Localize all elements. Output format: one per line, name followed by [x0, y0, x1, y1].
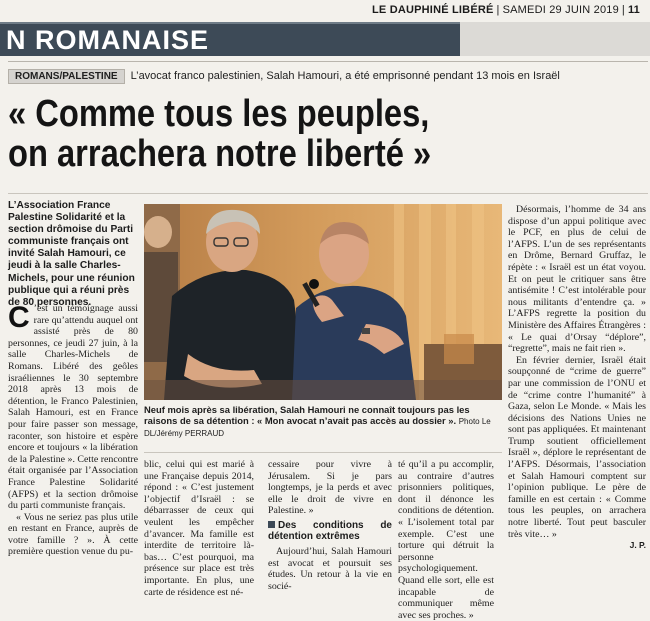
paragraph: Aujourd’hui, Salah Hamouri est avocat et poursuit ses études. Un retour à la vie en socié-: [268, 545, 392, 592]
masthead: [372, 4, 640, 16]
kicker-row: [8, 67, 560, 83]
paragraph: En février dernier, Israël était soupçonné de “crime de guerre” par une commission de l’ONU et de “crime contre l’humanité” à Gaza, selon Le Monde. « Mais les décisions des Nations Unies ne sont pas appliquées. Et maintenant Trump soutient officiellement Israël », déplore le représentant de l’AFPS. Désormais, l’association et Salah Hamouri comptent sur l’opinion publique. Le père de famille en est certain : « Comme tous les peuples, on arrachera notre liberté. Tout peut basculer très vite… »: [508, 354, 646, 540]
divider: [8, 61, 648, 62]
article-column-4: [398, 459, 494, 621]
article-photo: [144, 204, 502, 400]
separator: |: [621, 4, 625, 16]
divider: [144, 452, 502, 453]
drop-cap: C: [8, 301, 30, 334]
headline-line-1: « Comme tous les peuples,: [8, 93, 430, 135]
headline: [8, 94, 555, 174]
article-column-3: [268, 459, 392, 592]
headline-line-2: on arrachera notre liberté »: [8, 133, 432, 175]
section-band: [0, 22, 460, 56]
caption-text: Neuf mois après sa libération, Salah Hamouri ne connaît toujours pas les raisons de sa détention : « Mon avocat n’avait pas accès au dossier ».: [144, 404, 470, 427]
paragraph: « Vous ne seriez pas plus utile en restant en France, auprès de votre famille ? ». À cette première question venue du pu-: [8, 511, 138, 558]
kicker-text: L’avocat franco palestinien, Salah Hamouri, a été emprisonné pendant 13 mois en Israël: [130, 70, 560, 83]
square-bullet-icon: [268, 521, 275, 528]
paragraph: cessaire pour vivre à Jérusalem. Si je pars longtemps, je la perds et avec elle le droit de vivre en Palestine. »: [268, 459, 392, 517]
subheading: [268, 520, 392, 543]
paragraph: ’est un témoignage aussi rare qu’attendu auquel ont assisté près de 80 personnes, ce jeudi 27 juin, à la salle Charles-Michels de Romans. Libéré des geôles israéliennes le 30 septembre 2018 après 13 mois de détention, le Franco Palestinien, Salah Hamouri, est en France pour faire passer son message, raconter, son histoire et espère encore et toujours « la libération de la Palestine ». Cette rencontre était organisée par l’Association France Palestine Solidarité (AFPS) et la section drômoise du parti communiste français.: [8, 303, 138, 512]
author-signature: J. P.: [629, 540, 646, 551]
paragraph: Désormais, l’homme de 34 ans dispose d’un appui politique avec le PCF, en plus de celui de l’AFPS. L’un de ses représentants en Drôme, Bernard Gruffaz, le répète : « Israël est un état voyou. Et on peut le critiquer sans être antisémite ! C’est intolérable pour nous militants d’entendre ça. » L’AFPS regrette la position du Ministère des Affaires Étrangères : « Le quai d’Orsay “déplore”, “regrette”, mais ne fait rien ».: [508, 204, 646, 355]
article-column-5: [508, 204, 646, 552]
page-header: [0, 4, 650, 20]
subheading-text: Des conditions de détention extrêmes: [268, 519, 392, 543]
section-title: N ROMANAISE: [6, 25, 210, 55]
article-intro: L’Association France Palestine Solidarité et la section drômoise du Parti communiste français ont invité Salah Hamouri, ce jeudi à la salle Charles-Michels, pour une réunion publique qui a réuni près de 80 personnes.: [8, 200, 135, 308]
paragraph: blic, celui qui est marié à une Française depuis 2014, répond : « C’est justement l’objectif d’Israël : se débarrasser de ceux qui veulent les empêcher d’avancer. Ma famille est interdite de territoire là-bas… C’est pourquoi, ma présence sur place est très importante. En plus, une carte de résidence est né-: [144, 459, 254, 598]
photo-credit: Photo Le DL/Jérémy PERRAUD: [144, 417, 491, 439]
paragraph: té qu’il a pu accomplir, au contraire d’autres prisonniers politiques, dont il dénonce les conditions de détention. « L’isolement total par exemple. C’est une torture qui détruit la personne psychologiquement. Quand elle sort, elle est incapable de communiquer même avec ses proches. »: [398, 459, 494, 621]
newspaper-name: LE DAUPHINÉ LIBÉRÉ: [371, 4, 494, 16]
divider: [8, 193, 648, 194]
issue-date: SAMEDI 29 JUIN 2019: [502, 4, 619, 16]
photo-caption: [144, 404, 502, 440]
section-band-extension: [460, 22, 650, 56]
article-column-2: [144, 459, 254, 598]
article-column-1: [8, 303, 138, 558]
kicker-label: ROMANS/PALESTINE: [8, 69, 125, 84]
page-number: 11: [627, 4, 640, 16]
separator: |: [496, 4, 500, 16]
photo-illustration: [144, 204, 502, 400]
